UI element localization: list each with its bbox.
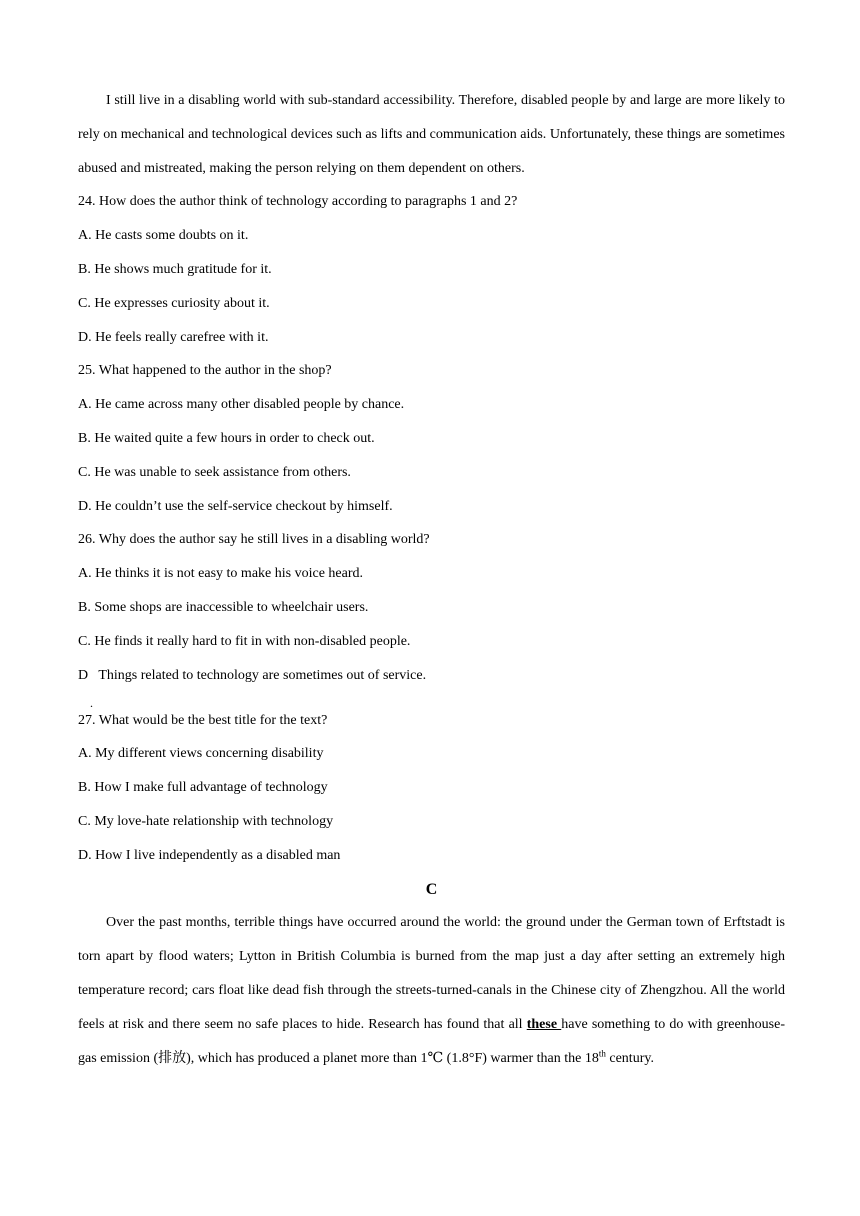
question-27-option-b: B. How I make full advantage of technology [78,780,328,796]
question-26-option-b: B. Some shops are inaccessible to wheelchair users. [78,599,369,615]
question-26-option-d-row [78,659,785,710]
section-c-text-part2: have something to do with greenhouse-gas emission (排放), which has produced a planet more than 1℃ (1.8°F) warmer than the 18 [78,1016,786,1066]
question-26-stem: 26. Why does the author say he still lives in a disabling world? [78,532,430,548]
document-body [78,84,785,1075]
option-d-dot-mark: . [90,695,93,710]
question-27-option-d: D. How I live independently as a disabled man [78,847,341,863]
question-24-option-d: D. He feels really carefree with it. [78,329,269,345]
question-27-option-c: C. My love-hate relationship with technology [78,813,334,829]
question-24-option-b: B. He shows much gratitude for it. [78,261,272,277]
section-c-text-part3: century. [605,1050,654,1066]
question-25-option-d: D. He couldn’t use the self-service checkout by himself. [78,498,393,514]
section-c-paragraph [78,906,785,1075]
section-c-title: C [425,880,438,898]
question-26-option-c: C. He finds it really hard to fit in with non-disabled people. [78,633,411,649]
intro-paragraph: I still live in a disabling world with sub-standard accessibility. Therefore, disabled people by and large are more likely to rely on mechanical and technological devices such as lifts and communication aids. Unfortunately, these things are sometimes abused and mistreated, making the person relying on them dependent on others. [78,93,785,176]
question-25-option-a: A. He came across many other disabled people by chance. [78,397,405,413]
section-c-text-part1: Over the past months, terrible things have occurred around the world: the ground under the German town of Erftstadt is torn apart by flood waters; Lytton in British Columbia is burned from the map just a day after setting an extremely high temperature record; cars float like dead fish through the streets-turned-canals in the Chinese city of Zhengzhou. All the world feels at risk and there seem no safe places to hide. Research has found that all [78,915,785,1032]
question-25-stem: 25. What happened to the author in the shop? [78,363,332,379]
question-24-option-a: A. He casts some doubts on it. [78,228,249,244]
question-26-option-a: A. He thinks it is not easy to make his voice heard. [78,566,363,582]
question-24-stem: 24. How does the author think of technology according to paragraphs 1 and 2? [78,194,518,210]
question-25-option-c: C. He was unable to seek assistance from others. [78,464,351,480]
question-26-option-d: D Things related to technology are sometimes out of service. [78,667,427,683]
question-24-option-c: C. He expresses curiosity about it. [78,295,270,311]
section-c-emphasis: these [526,1016,562,1032]
question-25-option-b: B. He waited quite a few hours in order to check out. [78,430,375,446]
question-27-option-a: A. My different views concerning disability [78,746,324,762]
section-c-superscript: th [598,1047,606,1058]
question-27-stem: 27. What would be the best title for the text? [78,712,328,728]
